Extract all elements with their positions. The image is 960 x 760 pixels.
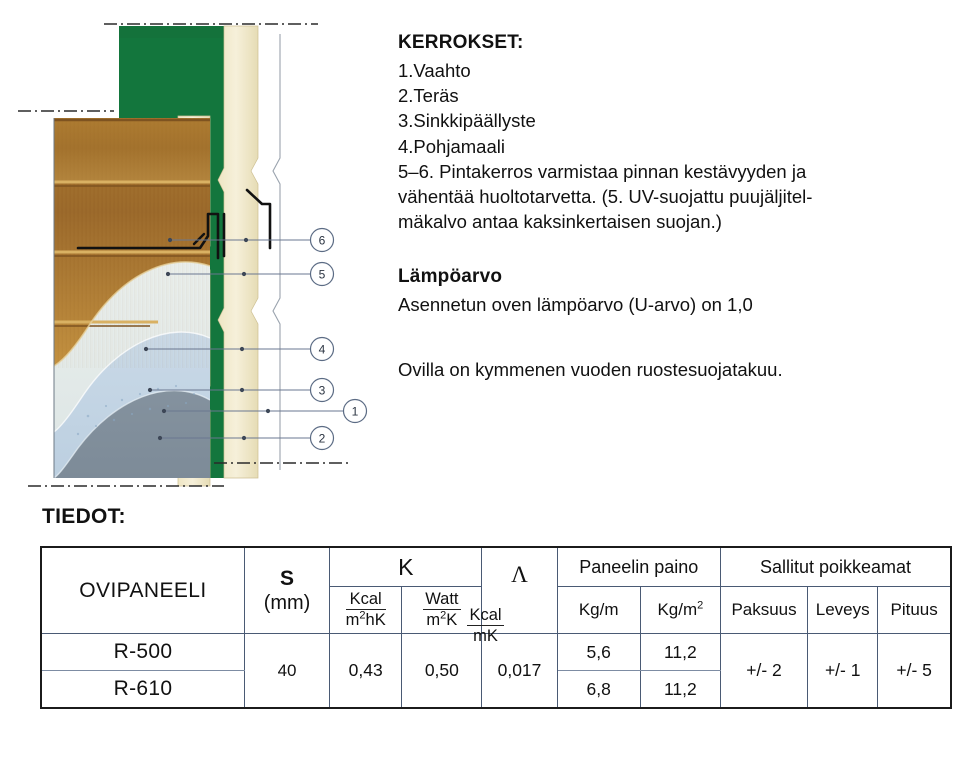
- cell-s-mm: 40: [244, 634, 329, 709]
- callout-bubble-6: [311, 229, 334, 252]
- cell-tol-leveys: +/- 1: [808, 634, 878, 709]
- header-k-kcal-num: Kcal: [346, 590, 386, 610]
- layer-stack-front: [54, 118, 210, 478]
- cell-tol-paksuus: +/- 2: [720, 634, 807, 709]
- cell-kgm2: 11,2: [640, 634, 720, 671]
- spec-table: [40, 546, 952, 709]
- header-k-kcal: [330, 587, 402, 634]
- rear-outline: [273, 34, 280, 470]
- row-panel-model: R-500: [41, 634, 244, 671]
- header-k: K: [330, 547, 482, 587]
- header-s-symbol: S: [280, 566, 295, 590]
- header-weight-kgm2: $Kg/m^2$: [640, 587, 720, 634]
- header-lambda: Λ: [482, 547, 557, 634]
- callout-bubble-2: [311, 427, 334, 450]
- callout-label-3: 3: [318, 383, 326, 398]
- thermal-text: Asennetun oven lämpöarvo (U-arvo) on 1,0: [398, 294, 753, 316]
- cell-kgm: 6,8: [557, 671, 640, 709]
- callout-label-6: 6: [318, 233, 326, 248]
- layer-item-3: 3.Sinkkipäällyste: [398, 110, 536, 132]
- layers-heading: KERROKSET:: [398, 32, 524, 53]
- callout-label-4: 4: [318, 342, 326, 357]
- table-header-row-top: [41, 547, 951, 587]
- cell-kgm: 5,6: [557, 634, 640, 671]
- cell-k-kcal: 0,43: [330, 634, 402, 709]
- header-lambda-den: mK: [473, 627, 498, 646]
- header-k-kcal-den: $m^2hK$: [345, 609, 386, 630]
- header-k-watt: [402, 587, 482, 634]
- section-spacer-2: [398, 317, 943, 357]
- table-row: [41, 634, 951, 671]
- callout-bubble-1: [344, 400, 367, 423]
- row-panel-model: R-610: [41, 671, 244, 709]
- cell-lambda: 0,017: [482, 634, 557, 709]
- cell-kgm2: 11,2: [640, 671, 720, 709]
- cell-tol-pituus: +/- 5: [878, 634, 951, 709]
- door-panel-cross-section-diagram: [18, 8, 388, 493]
- callout-bubble-5: [311, 263, 334, 286]
- layer-item-1: 1.Vaahto: [398, 60, 471, 82]
- layers-note-line-2: vähentää huoltotarvetta. (5. UV-suojattu puujäljitel-: [398, 185, 813, 207]
- callout-label-5: 5: [318, 267, 326, 282]
- description-text-column: [398, 30, 943, 383]
- layer-item-4: 4.Pohjamaali: [398, 135, 505, 157]
- spec-table-container: [40, 546, 952, 709]
- layers-note-line-3: mäkalvo antaa kaksinkertaisen suojan.): [398, 211, 722, 233]
- header-tol-paksuus: Paksuus: [720, 587, 807, 634]
- specs-title: TIEDOT:: [42, 505, 126, 528]
- callout-bubble-3: [311, 379, 334, 402]
- header-ovipaneeli: OVIPANEELI: [41, 547, 244, 634]
- header-weight-kgm: Kg/m: [557, 587, 640, 634]
- header-sallitut-poikkeamat: Sallitut poikkeamat: [720, 547, 951, 587]
- header-k-watt-den: $m^2K$: [426, 609, 458, 630]
- cross-section-svg: [18, 8, 388, 493]
- warranty-text: Ovilla on kymmenen vuoden ruostesuojatakuu.: [398, 359, 783, 381]
- header-lambda-num: Kcal: [467, 606, 503, 626]
- cell-k-watt: 0,50: [402, 634, 482, 709]
- callout-bubble-4: [311, 338, 334, 361]
- header-tol-pituus: Pituus: [878, 587, 951, 634]
- layers-note-line-1: 5–6. Pintakerros varmistaa pinnan kestävyyden ja: [398, 160, 807, 182]
- header-tol-leveys: Leveys: [808, 587, 878, 634]
- header-paneelin-paino: Paneelin paino: [557, 547, 720, 587]
- callout-label-1: 1: [351, 404, 359, 419]
- header-k-watt-num: Watt: [423, 590, 460, 610]
- thermal-heading: Lämpöarvo: [398, 266, 503, 288]
- layer-item-2: 2.Teräs: [398, 85, 459, 107]
- header-s: [244, 547, 329, 634]
- section-spacer-1: [398, 234, 943, 264]
- header-s-unit: (mm): [263, 591, 311, 614]
- callout-label-2: 2: [318, 431, 326, 446]
